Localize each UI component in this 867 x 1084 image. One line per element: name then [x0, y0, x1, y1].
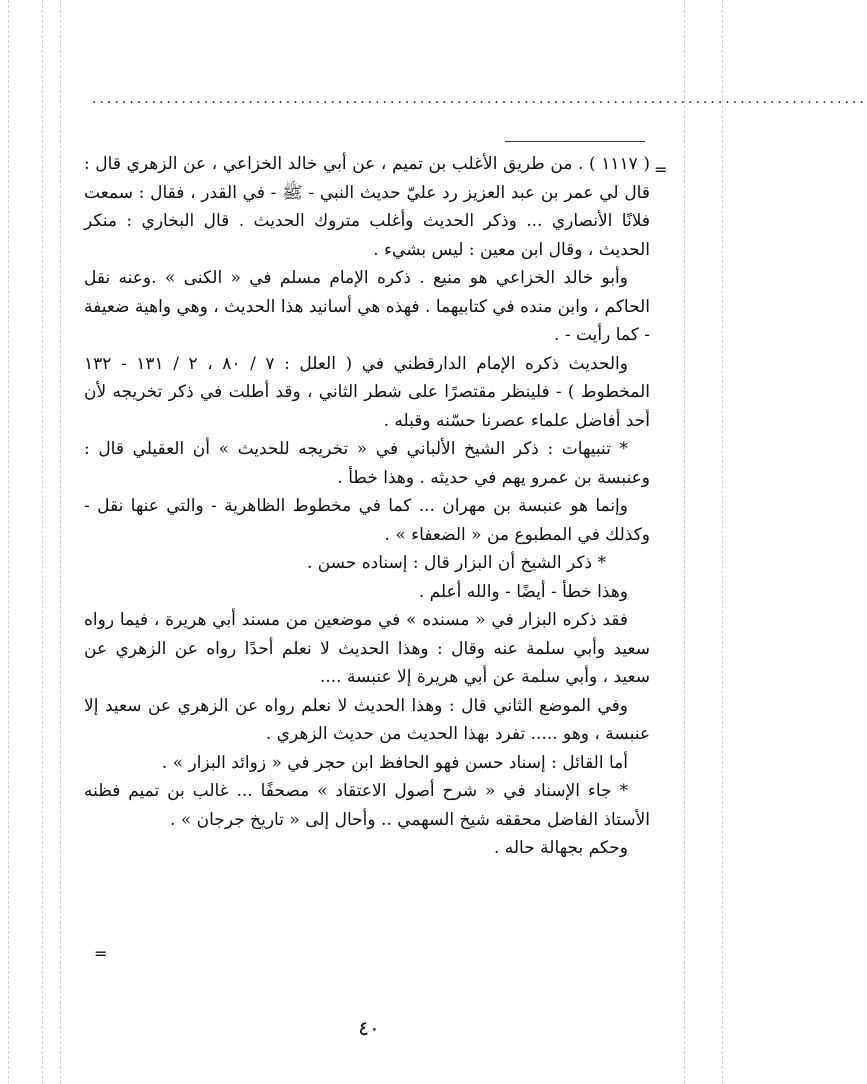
footnote-separator — [505, 141, 645, 142]
paragraph: * جاء الإسناد في « شرح أصول الاعتقاد » مصحفًا ... غالب بن تميم فظنه الأستاذ الفاضل محققه شيخ السهمي .. وأحال إلى « تاريخ جرجان » . — [84, 781, 650, 830]
continuation-mark-top: = — [654, 160, 668, 179]
paragraph: وأبو خالد الخزاعي هو منيع . ذكره الإمام مسلم في « الكنى » .وعنه نقل الحاكم ، وابن منده في كتابيهما . فهذه هي أسانيد هذا الحديث ، وهي واهية ضعيفة - كما رأيت - . — [84, 268, 650, 345]
page-number: ٤٠ — [358, 1016, 380, 1040]
scan-guide-line — [60, 0, 61, 1084]
paragraph: * ذكر الشيخ أن البزار قال : إسناده حسن . — [306, 553, 606, 573]
paragraph: وهذا خطأ - أيضًا - والله أعلم . — [418, 581, 628, 602]
paragraph: ( ١١١٧ ) . من طريق الأغلب بن تميم ، عن أبي خالد الخزاعي ، عن الزهري قال : قال لي عمر بن عبد العزيز رد عليّ حديث النبي - ﷺ - في القدر ، فقال : سمعت فلانًا الأنصاري ... وذكر الحديث وأغلب متروك الحديث . قال البخاري : منكر الحديث ، وقال ابن معين : ليس بشيء . — [84, 154, 650, 260]
scan-guide-line — [722, 0, 723, 1084]
continuation-mark-bottom: = — [94, 944, 108, 963]
paragraph: * تنبيهات : ذكر الشيخ الألباني في « تخريجه للحديث » أن العقيلي قال : وعنبسة بن عمرو يهم في حديثه . وهذا خطأ . — [84, 439, 650, 488]
scan-guide-line — [684, 0, 685, 1084]
paragraph: وإنما هو عنبسة بن مهران ... كما في مخطوط الظاهرية - والتي عنها نقل - وكذلك في المطبوع من « الضعفاء » . — [84, 496, 650, 545]
paragraph: فقد ذكره البزار في « مسنده » في موضعين من مسند أبي هريرة ، فيما رواه سعيد وأبي سلمة عنه وقال : وهذا الحديث لا نعلم أحدًا رواه عن الزهري عن سعيد ، وأبي سلمة عن أبي هريرة إلا عنبسة .... — [84, 610, 650, 687]
paragraph: والحديث ذكره الإمام الدارقطني في ( العلل : ٧ / ٨٠ ، ٢ / ١٣١ - ١٣٢ المخطوط ) - فلينظر مقتصرًا على شطر الثاني ، وقد أطلت في ذكر تخريجه لأن أحد أفاضل علماء عصرنا حسّنه وقبله . — [84, 353, 650, 431]
scan-guide-line — [8, 0, 9, 1084]
paragraph: أما القائل : إسناد حسن فهو الحافظ ابن حجر في « زوائد البزار » . — [161, 752, 628, 773]
scan-guide-line — [42, 0, 43, 1084]
dotted-rule: ........................................................................................................ — [92, 91, 867, 107]
paragraph: وفي الموضع الثاني قال : وهذا الحديث لا نعلم رواه عن الزهري عن سعيد إلا عنبسة ، وهو ..... تفرد بهذا الحديث من حديث الزهري . — [84, 695, 650, 744]
paragraph: وحكم بجهالة حاله . — [493, 838, 628, 858]
footnote-text — [84, 150, 650, 863]
